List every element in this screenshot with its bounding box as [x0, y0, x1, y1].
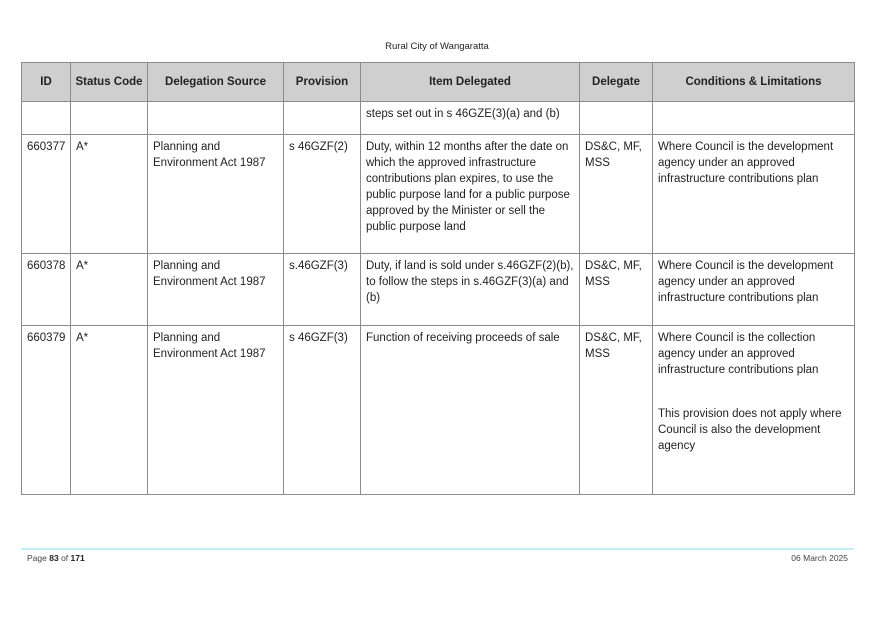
cell-id: 660379 [22, 326, 71, 495]
cell-delegate: DS&C, MF, MSS [580, 326, 653, 495]
cell-item-delegated: Duty, if land is sold under s.46GZF(2)(b), to follow the steps in s.46GZF(3)(a) and (b) [361, 254, 580, 326]
condition-text: This provision does not apply where Council is also the development agency [658, 408, 842, 452]
cell-delegate: DS&C, MF, MSS [580, 135, 653, 254]
page-number: Page 83 of 171 [27, 553, 85, 563]
table-row [22, 135, 855, 254]
table-header-row [22, 63, 855, 102]
cell-status-code: A* [71, 254, 148, 326]
column-header-id: ID [22, 63, 71, 102]
cell-delegation-source: Planning and Environment Act 1987 [148, 254, 284, 326]
column-header-provision: Provision [284, 63, 361, 102]
condition-text: Where Council is the collection agency under an approved infrastructure contributions plan [658, 332, 819, 376]
condition-text: Where Council is the development agency under an approved infrastructure contributions plan [658, 141, 834, 185]
cell-conditions [653, 326, 855, 495]
table-row-continuation [22, 102, 855, 135]
column-header-delegation-source: Delegation Source [148, 63, 284, 102]
column-header-status-code: Status Code [71, 63, 148, 102]
footer-divider [21, 548, 854, 550]
condition-text: Where Council is the development agency under an approved infrastructure contributions plan [658, 260, 834, 304]
column-header-conditions: Conditions & Limitations [653, 63, 855, 102]
page-header-title: Rural City of Wangaratta [385, 41, 489, 52]
delegations-table [21, 62, 855, 495]
cell-status-code: A* [71, 135, 148, 254]
cell-delegation-source: Planning and Environment Act 1987 [148, 326, 284, 495]
cell-id: 660378 [22, 254, 71, 326]
cell-id: 660377 [22, 135, 71, 254]
cell-item-delegated: Duty, within 12 months after the date on which the approved infrastructure contributions plan expires, to use the public purpose land for a public purpose approved by the Minister or sell the public purpose land [361, 135, 580, 254]
cell-provision: s.46GZF(3) [284, 254, 361, 326]
cell-provision: s 46GZF(3) [284, 326, 361, 495]
cell-status-code: A* [71, 326, 148, 495]
footer-date: 06 March 2025 [791, 553, 848, 563]
cell-item-delegated: Function of receiving proceeds of sale [361, 326, 580, 495]
column-header-item-delegated: Item Delegated [361, 63, 580, 102]
table-row [22, 326, 855, 495]
cell-item-delegated: steps set out in s 46GZE(3)(a) and (b) [361, 102, 580, 135]
cell-delegate: DS&C, MF, MSS [580, 254, 653, 326]
cell-conditions [653, 254, 855, 326]
column-header-delegate: Delegate [580, 63, 653, 102]
table-row [22, 254, 855, 326]
cell-delegation-source: Planning and Environment Act 1987 [148, 135, 284, 254]
cell-provision: s 46GZF(2) [284, 135, 361, 254]
cell-conditions [653, 135, 855, 254]
